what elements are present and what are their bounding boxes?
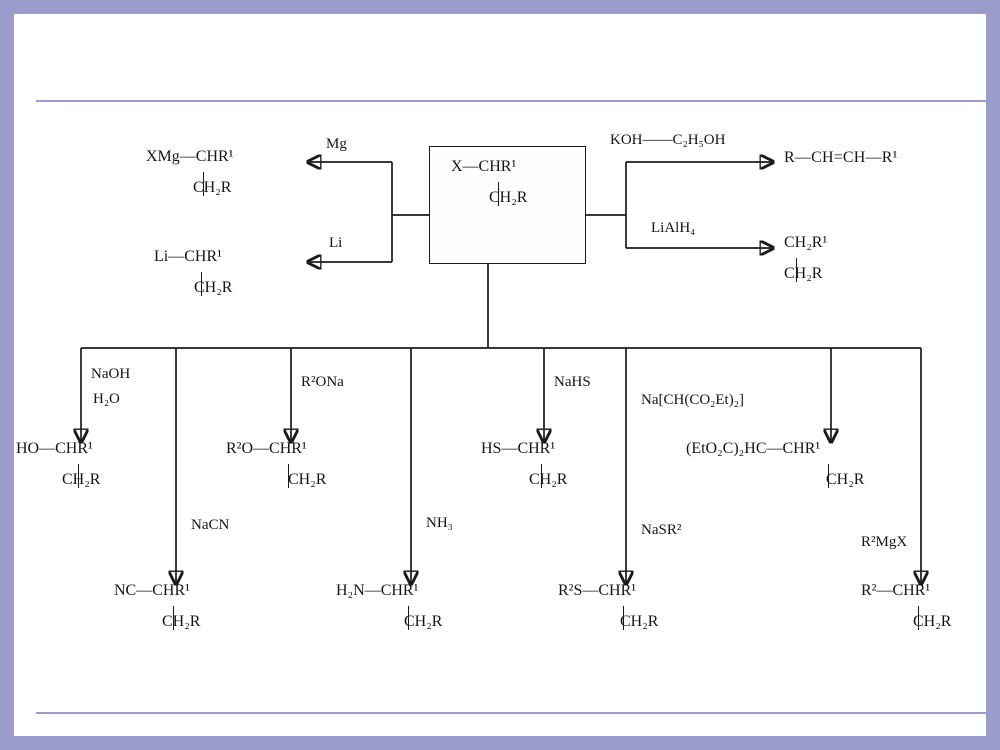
- alkane-bond: [796, 258, 797, 282]
- reagent-nasr2: NaSR²: [641, 522, 682, 538]
- footer-rule: [36, 712, 986, 714]
- product-alkylated-bottom: CH₂R: [913, 613, 952, 630]
- nitrile-bond: [173, 606, 174, 630]
- frame-bottom-bar: [0, 736, 1000, 750]
- reagent-r2ona: R²ONa: [301, 374, 344, 390]
- reagent-koh: KOH——C₂H₅OH: [610, 132, 726, 148]
- substrate-bottom: CH₂R: [489, 189, 528, 206]
- product-nitrile-bottom: CH₂R: [162, 613, 201, 630]
- lithium-bond: [201, 272, 202, 296]
- ether-bond: [288, 464, 289, 488]
- product-alkylated-top: R²—CHR¹: [861, 582, 931, 599]
- amine-bond: [408, 606, 409, 630]
- malonate-bond: [828, 464, 829, 488]
- reagent-li: Li: [329, 235, 343, 251]
- frame-top-bar: [0, 0, 1000, 14]
- product-nitrile: [114, 582, 200, 631]
- reaction-scheme-canvas: [16, 102, 986, 712]
- product-ether-top: R²O—CHR¹: [226, 440, 307, 457]
- reagent-na-malonate: Na[CH(CO₂Et)₂]: [641, 392, 744, 408]
- product-alkene: [784, 150, 898, 167]
- reagent-naoh: NaOH: [91, 366, 131, 382]
- reagent-nacn: NaCN: [191, 517, 230, 533]
- product-thioether-top: R²S—CHR¹: [558, 582, 637, 599]
- product-ether: [226, 440, 326, 489]
- product-grignard-top: XMg—CHR¹: [146, 148, 234, 165]
- product-lithium: [154, 248, 232, 297]
- header-whitespace: [36, 14, 986, 100]
- product-alcohol-bottom: CH₂R: [62, 471, 101, 488]
- reagent-r2mgx: R²MgX: [861, 534, 908, 550]
- product-alcohol-top: HO—CHR¹: [16, 440, 93, 457]
- product-thiol: [481, 440, 567, 489]
- product-ether-bottom: CH₂R: [288, 471, 327, 488]
- reagent-water: H₂O: [93, 391, 120, 407]
- product-nitrile-top: NC—CHR¹: [114, 582, 190, 599]
- product-amine: [336, 582, 442, 631]
- frame-left-bar: [0, 0, 14, 750]
- product-alkane: [784, 234, 827, 283]
- product-malonate-bottom: CH₂R: [826, 471, 865, 488]
- product-thiol-top: HS—CHR¹: [481, 440, 556, 457]
- substrate-bond: [498, 182, 499, 206]
- alkylated-bond: [918, 606, 919, 630]
- product-alkane-top: CH₂R¹: [784, 234, 828, 251]
- alcohol-bond: [78, 464, 79, 488]
- reagent-nahs: NaHS: [554, 374, 591, 390]
- product-malonate-top: (EtO₂C)₂HC—CHR¹: [686, 440, 821, 457]
- product-amine-bottom: CH₂R: [404, 613, 443, 630]
- reagent-nh3: NH₃: [426, 515, 453, 531]
- thioether-bond: [623, 606, 624, 630]
- product-thiol-bottom: CH₂R: [529, 471, 568, 488]
- product-malonate: [686, 440, 864, 489]
- product-lithium-top: Li—CHR¹: [154, 248, 222, 265]
- frame-right-bar: [986, 0, 1000, 750]
- product-alkene-top: R—CH=CH—R¹: [784, 149, 898, 166]
- product-alkylated: [861, 582, 951, 631]
- product-grignard-bottom: CH₂R: [193, 179, 232, 196]
- product-thioether: [558, 582, 658, 631]
- reagent-mg: Mg: [326, 136, 347, 152]
- product-lithium-bottom: CH₂R: [194, 279, 233, 296]
- product-alcohol: [16, 440, 100, 489]
- reagent-lialh4: LiAlH₄: [651, 220, 696, 236]
- product-amine-top: H₂N—CHR¹: [336, 582, 419, 599]
- substrate-top: X—CHR¹: [451, 158, 517, 175]
- product-thioether-bottom: CH₂R: [620, 613, 659, 630]
- product-grignard: [146, 148, 233, 197]
- product-alkane-bottom: CH₂R: [784, 265, 823, 282]
- thiol-bond: [541, 464, 542, 488]
- grignard-bond: [203, 172, 204, 196]
- substrate-label: [451, 158, 527, 207]
